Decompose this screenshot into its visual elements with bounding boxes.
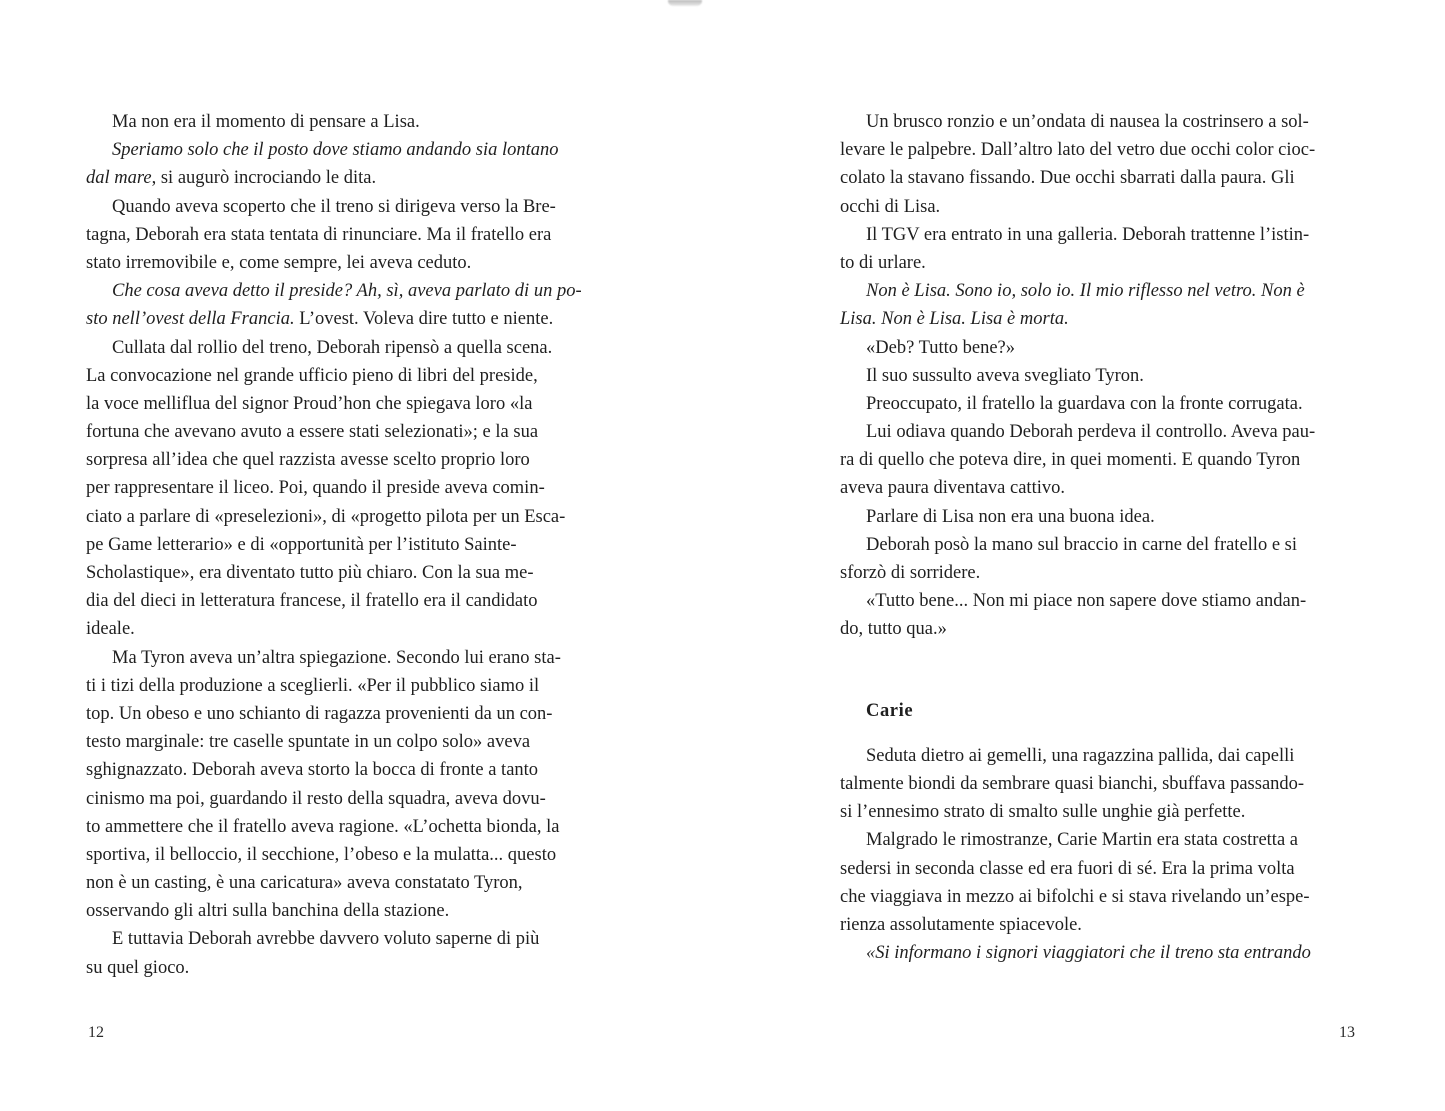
- text-segment: si l’ennesimo strato di smalto sulle unghie già perfette.: [840, 802, 1246, 823]
- text-line: [86, 954, 605, 982]
- text-segment: tagna, Deborah era stata tentata di rinunciare. Ma il fratello era: [86, 224, 552, 245]
- text-line: [840, 136, 1357, 164]
- text-segment: Quando aveva scoperto che il treno si dirigeva verso la Bre-: [112, 196, 556, 217]
- text-segment: su quel gioco.: [86, 957, 190, 978]
- vertical-gap: [840, 725, 1357, 742]
- text-segment: stato irremovibile e, come sempre, lei aveva ceduto.: [86, 252, 472, 273]
- text-line: [86, 277, 605, 305]
- text-segment: «Tutto bene... Non mi piace non sapere dove stiamo andan-: [866, 591, 1307, 612]
- text-segment: levare le palpebre. Dall’altro lato del vetro due occhi color cioc-: [840, 140, 1316, 161]
- text-segment: fortuna che avevano avuto a essere stati selezionati»; e la sua: [86, 422, 539, 443]
- text-line: [840, 418, 1357, 446]
- text-line: [86, 503, 605, 531]
- italic-text-segment: sto nell’ovest della Francia.: [86, 309, 295, 330]
- text-line: [86, 615, 605, 643]
- text-segment: sforzò di sorridere.: [840, 563, 981, 583]
- text-line: [840, 911, 1357, 939]
- text-line: [840, 855, 1357, 883]
- text-line: [840, 305, 1357, 333]
- text-segment: ti i tizi della produzione a sceglierli. «Per il pubblico siamo il: [86, 675, 540, 696]
- text-segment: Parlare di Lisa non era una buona idea.: [866, 506, 1155, 527]
- text-segment: Il suo sussulto aveva svegliato Tyron.: [866, 365, 1144, 386]
- text-segment: osservando gli altri sulla banchina della stazione.: [86, 901, 450, 922]
- italic-text-segment: «Si informano i signori viaggiatori che il treno sta entrando: [866, 943, 1311, 964]
- text-segment: Cullata dal rollio del treno, Deborah ripensò a quella scena.: [112, 337, 553, 358]
- text-line: [86, 925, 605, 953]
- page-number-right: 13: [1339, 1024, 1355, 1041]
- text-segment: talmente biondi da sembrare quasi bianchi, sbuffava passando-: [840, 773, 1305, 794]
- text-segment: testo marginale: tre caselle spuntate in un colpo solo» aveva: [86, 732, 531, 753]
- text-segment: La convocazione nel grande ufficio pieno di libri del preside,: [86, 365, 538, 386]
- text-line: [86, 756, 605, 784]
- text-segment: «Deb? Tutto bene?»: [866, 337, 1016, 358]
- left-page-text-column: [86, 108, 605, 982]
- text-line: [86, 644, 605, 672]
- text-segment: E tuttavia Deborah avrebbe davvero voluto saperne di più: [112, 929, 540, 950]
- text-line: [840, 334, 1357, 362]
- text-segment: to di urlare.: [840, 252, 926, 273]
- text-line: [840, 277, 1357, 305]
- italic-text-segment: Speriamo solo che il posto dove stiamo andando sia lontano: [112, 140, 559, 161]
- italic-text-segment: dal mare: [86, 168, 152, 189]
- text-line: [840, 559, 1357, 587]
- text-line: [840, 503, 1357, 531]
- text-line: [840, 770, 1357, 798]
- text-line: [840, 798, 1357, 826]
- text-segment: Deborah posò la mano sul braccio in carne del fratello e si: [866, 534, 1297, 555]
- text-segment: Scholastique», era diventato tutto più chiaro. Con la sua me-: [86, 563, 534, 583]
- text-segment: Carie: [866, 700, 914, 721]
- text-segment: to ammettere che il fratello aveva ragione. «L’ochetta bionda, la: [86, 816, 560, 837]
- text-line: [86, 728, 605, 756]
- text-line: [86, 362, 605, 390]
- text-line: [86, 559, 605, 587]
- text-segment: per rappresentare il liceo. Poi, quando il preside aveva comin-: [86, 478, 545, 499]
- vertical-gap: [840, 644, 1357, 697]
- text-segment: Ma non era il momento di pensare a Lisa.: [112, 112, 420, 132]
- text-line: [86, 869, 605, 897]
- text-segment: pe Game letterario» e di «opportunità per l’istituto Sainte-: [86, 534, 517, 555]
- section-heading: [840, 697, 1357, 725]
- text-line: [86, 897, 605, 925]
- text-line: [840, 362, 1357, 390]
- text-segment: la voce melliflua del signor Proud’hon che spiegava loro «la: [86, 393, 533, 414]
- text-segment: Malgrado le rimostranze, Carie Martin era stata costretta a: [866, 830, 1298, 851]
- text-line: [86, 418, 605, 446]
- text-segment: L’ovest. Voleva dire tutto e niente.: [294, 309, 554, 330]
- text-line: [86, 813, 605, 841]
- text-line: [840, 742, 1357, 770]
- text-line: [840, 883, 1357, 911]
- text-segment: non è un casting, è una caricatura» aveva constatato Tyron,: [86, 873, 523, 894]
- text-segment: , si augurò incrociando le dita.: [151, 168, 377, 189]
- text-line: [86, 193, 605, 221]
- text-segment: che viaggiava in mezzo ai bifolchi e si stava rivelando un’espe-: [840, 886, 1310, 907]
- text-line: [86, 249, 605, 277]
- text-line: [86, 785, 605, 813]
- text-segment: Ma Tyron aveva un’altra spiegazione. Secondo lui erano sta-: [112, 647, 561, 668]
- text-segment: colato la stavano fissando. Due occhi sbarrati dalla paura. Gli: [840, 168, 1295, 189]
- text-line: [840, 164, 1357, 192]
- text-segment: Un brusco ronzio e un’ondata di nausea la costrinsero a sol-: [866, 112, 1309, 132]
- text-segment: ciato a parlare di «preselezioni», di «progetto pilota per un Esca-: [86, 506, 566, 527]
- text-line: [840, 249, 1357, 277]
- text-segment: occhi di Lisa.: [840, 196, 941, 217]
- text-line: [840, 446, 1357, 474]
- italic-text-segment: Lisa. Non è Lisa. Lisa è morta.: [840, 309, 1069, 330]
- text-segment: Lui odiava quando Deborah perdeva il controllo. Aveva pau-: [866, 422, 1316, 443]
- text-line: [86, 672, 605, 700]
- text-line: [840, 826, 1357, 854]
- text-line: [86, 474, 605, 502]
- text-segment: aveva paura diventava cattivo.: [840, 478, 1065, 499]
- text-line: [86, 108, 605, 136]
- text-line: [840, 615, 1357, 643]
- text-line: [86, 841, 605, 869]
- text-segment: sportiva, il belloccio, il secchione, l’obeso e la mulatta... questo: [86, 844, 557, 865]
- text-segment: Il TGV era entrato in una galleria. Deborah trattenne l’istin-: [866, 224, 1310, 245]
- text-segment: do, tutto qua.»: [840, 619, 947, 640]
- text-segment: sedersi in seconda classe ed era fuori di sé. Era la prima volta: [840, 858, 1295, 879]
- text-segment: Preoccupato, il fratello la guardava con la fronte corrugata.: [866, 393, 1303, 414]
- italic-text-segment: Non è Lisa. Sono io, solo io. Il mio riflesso nel vetro. Non è: [866, 281, 1305, 302]
- text-line: [86, 334, 605, 362]
- text-line: [840, 193, 1357, 221]
- text-segment: ideale.: [86, 619, 135, 640]
- text-segment: dia del dieci in letteratura francese, il fratello era il candidato: [86, 591, 538, 612]
- right-page-text-column: [840, 108, 1357, 967]
- text-line: [86, 390, 605, 418]
- italic-text-segment: Che cosa aveva detto il preside? Ah, sì, aveva parlato di un po-: [112, 281, 582, 302]
- text-line: [840, 939, 1357, 967]
- text-line: [840, 587, 1357, 615]
- text-line: [86, 136, 605, 164]
- text-line: [840, 221, 1357, 249]
- text-line: [86, 164, 605, 192]
- text-line: [840, 390, 1357, 418]
- text-segment: rienza assolutamente spiacevole.: [840, 914, 1082, 935]
- text-line: [840, 474, 1357, 502]
- text-line: [86, 531, 605, 559]
- text-segment: sorpresa all’idea che quel razzista avesse scelto proprio loro: [86, 450, 530, 471]
- text-segment: cinismo ma poi, guardando il resto della squadra, aveva dovu-: [86, 788, 546, 809]
- text-segment: top. Un obeso e uno schianto di ragazza provenienti da un con-: [86, 703, 553, 724]
- text-segment: Seduta dietro ai gemelli, una ragazzina pallida, dai capelli: [866, 745, 1295, 766]
- text-line: [86, 587, 605, 615]
- text-segment: sghignazzato. Deborah aveva storto la bocca di fronte a tanto: [86, 760, 539, 781]
- text-line: [840, 531, 1357, 559]
- text-line: [840, 108, 1357, 136]
- text-line: [86, 221, 605, 249]
- text-segment: ra di quello che poteva dire, in quei momenti. E quando Tyron: [840, 450, 1301, 471]
- text-line: [86, 305, 605, 333]
- text-line: [86, 700, 605, 728]
- page-number-left: 12: [88, 1024, 104, 1041]
- scan-smudge-artifact: [668, 0, 702, 6]
- text-line: [86, 446, 605, 474]
